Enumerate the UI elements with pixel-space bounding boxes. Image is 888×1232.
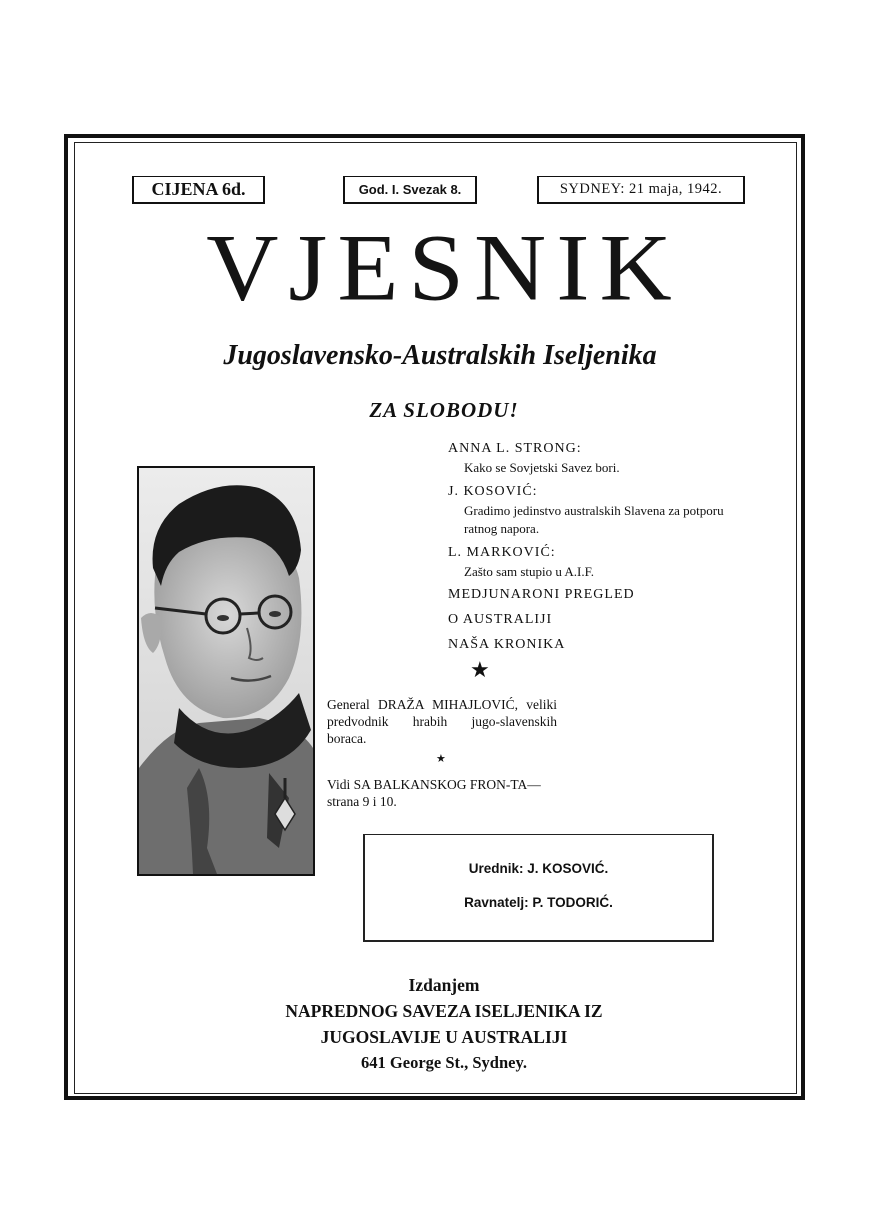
table-of-contents — [448, 434, 758, 656]
toc-section: NAŠA KRONIKA — [448, 637, 566, 652]
date-box — [537, 176, 745, 204]
publisher-address: 641 George St., Sydney. — [361, 1053, 527, 1072]
toc-article: Gradimo jedinstvo australskih Slavena za potporu ratnog napora. — [464, 503, 724, 536]
issue-label: God. I. Svezak 8. — [358, 182, 462, 197]
slogan: ZA SLOBODU! — [369, 398, 519, 422]
toc-author: L. MARKOVIĆ: — [448, 545, 556, 560]
toc-article: Zašto sam stupio u A.I.F. — [464, 564, 595, 579]
toc-section: O AUSTRALIJI — [448, 612, 553, 627]
portrait-illustration — [139, 468, 313, 874]
publisher-block — [0, 972, 888, 1076]
toc-article: Kako se Sovjetski Savez bori. — [464, 460, 620, 475]
price-label: CIJENA 6d. — [151, 179, 246, 199]
portrait-photo — [137, 466, 315, 876]
publisher-line-1: NAPREDNOG SAVEZA ISELJENIKA IZ — [285, 1001, 603, 1021]
masthead-subtitle: Jugoslavensko-Australskih Iseljenika — [223, 340, 657, 371]
masthead-title: VJESNIK — [206, 214, 682, 321]
photo-caption: General DRAŽA MIHAJLOVIĆ, veliki predvodnik hrabih jugo-slavenskih boraca. — [327, 697, 557, 746]
price-box — [132, 176, 265, 204]
toc-section: MEDJUNARONI PREGLED — [448, 587, 635, 602]
publisher-line-2: JUGOSLAVIJE U AUSTRALIJI — [320, 1027, 568, 1047]
star-icon: ★ — [436, 752, 446, 765]
staff-box — [363, 834, 714, 942]
toc-author: J. KOSOVIĆ: — [448, 484, 538, 499]
see-also-note: Vidi SA BALKANSKOG FRON-TA—strana 9 i 10. — [327, 777, 541, 809]
publisher-intro: Izdanjem — [408, 975, 480, 995]
date-label: SYDNEY: 21 maja, 1942. — [559, 181, 723, 197]
issue-box — [343, 176, 477, 204]
editor-line: Urednik: J. KOSOVIĆ. — [468, 861, 609, 876]
director-line: Ravnatelj: P. TODORIĆ. — [464, 895, 613, 910]
star-icon: ★ — [470, 658, 490, 683]
toc-author: ANNA L. STRONG: — [448, 441, 582, 456]
